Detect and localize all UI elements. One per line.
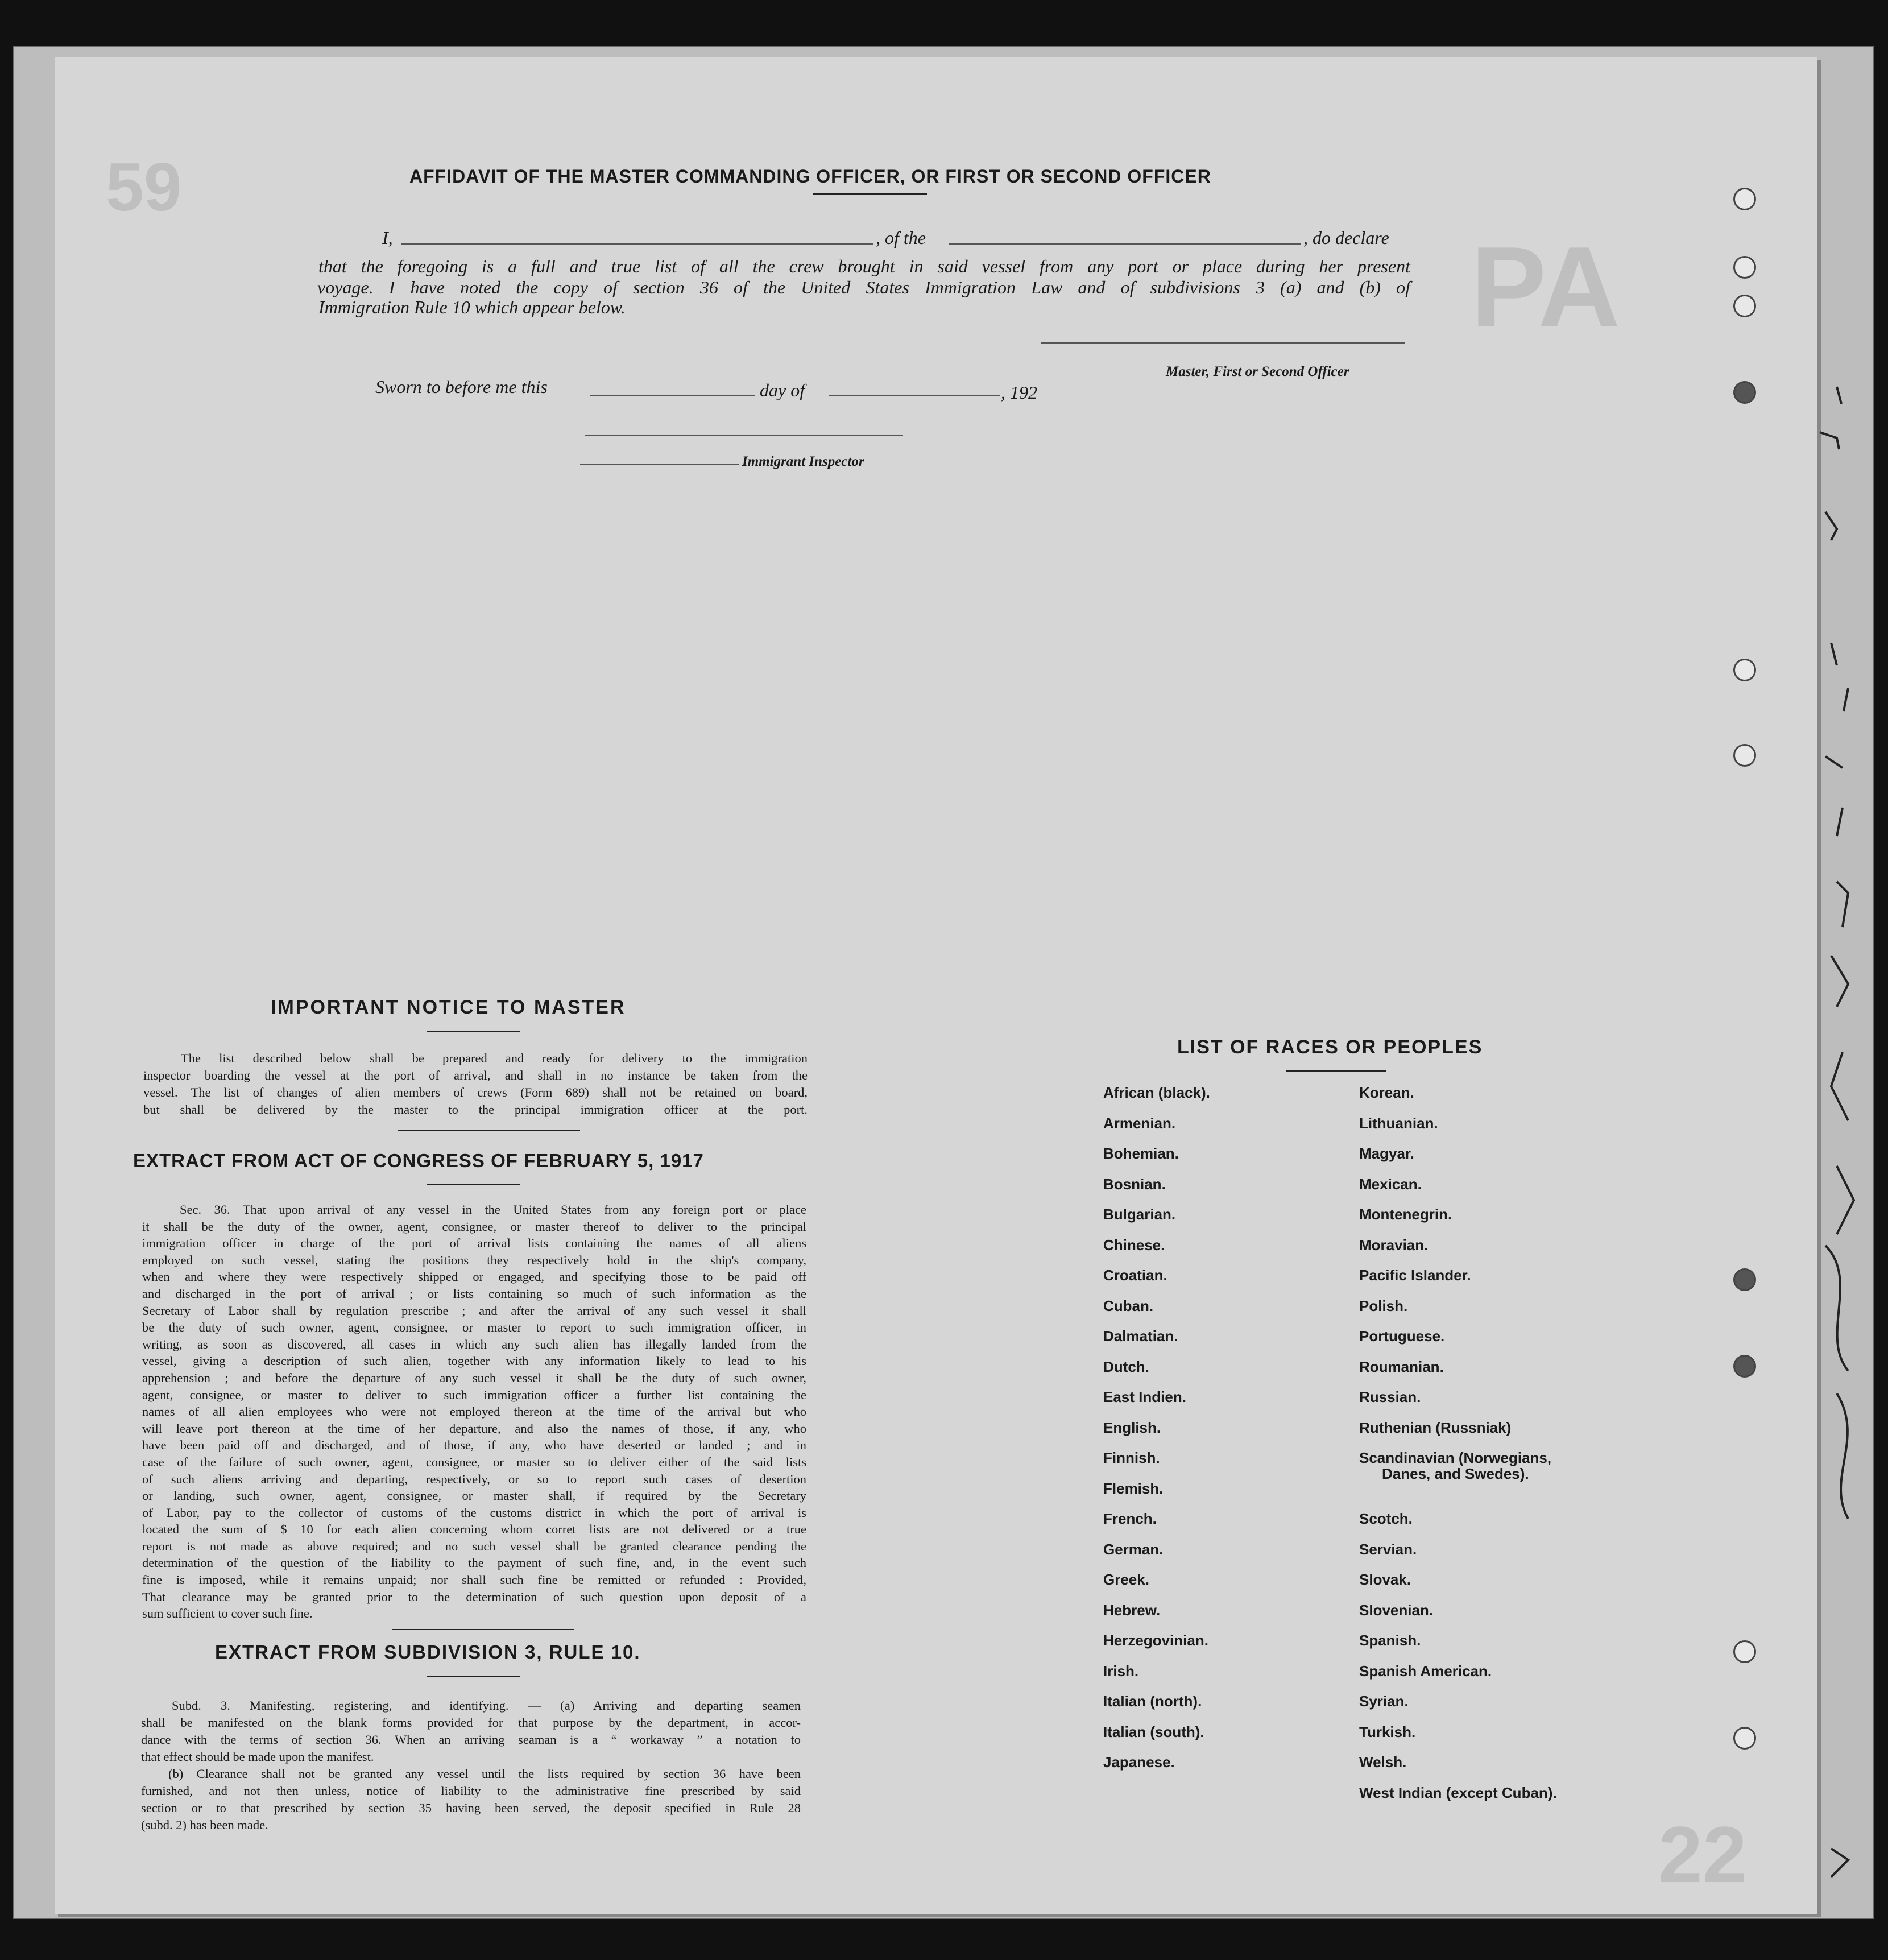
act-line: apprehension ; and before the departure of any such vessel it shall be the duty of such owner, <box>142 1370 806 1385</box>
rule-line: shall be manifested on the blank forms provided for that purpose by the department, in accor- <box>141 1715 801 1730</box>
punch-hole <box>1733 295 1756 317</box>
day-of-label: day of <box>760 380 805 400</box>
act-title: EXTRACT FROM ACT OF CONGRESS OF FEBRUARY 5, 1917 <box>133 1150 704 1171</box>
race-item: Croatian. <box>1103 1267 1167 1284</box>
race-item: Syrian. <box>1359 1693 1409 1710</box>
act-line: determination of the question of the liability to the payment of such fine, and, in the event such <box>142 1556 806 1570</box>
affidavit-line1-declare: , do declare <box>1303 228 1389 248</box>
act-line: fine is imposed, while it remains unpaid; nor shall such fine be remitted or refunded : Provided, <box>142 1573 806 1587</box>
race-item: Russian. <box>1359 1388 1421 1405</box>
sworn-month-blank <box>829 395 1000 396</box>
inspector-label: Immigrant Inspector <box>742 454 864 469</box>
race-item: Italian (north). <box>1103 1693 1202 1710</box>
race-item: African (black). <box>1103 1084 1210 1101</box>
act-line: or landing, such owner, agent, consignee, or master shall, if required by the Secretary <box>142 1488 806 1503</box>
race-item: Lithuanian. <box>1359 1114 1438 1132</box>
rule-line: that effect should be made upon the manifest. <box>141 1750 374 1764</box>
act-line: of such aliens arriving and departing, respectively, or so to report such cases of desertion <box>142 1471 806 1486</box>
race-item: Bosnian. <box>1103 1175 1166 1193</box>
race-item: Italian (south). <box>1103 1723 1204 1740</box>
affidavit-line3: voyage. I have noted the copy of section 36 of the United States Immigration Law and of subdivisions 3 (a) and (b) of <box>317 277 1410 297</box>
race-item: East Indien. <box>1103 1388 1186 1405</box>
act-line: That clearance may be granted prior to the determination of such question upon deposit of a <box>142 1589 806 1604</box>
races-rule <box>1286 1070 1386 1072</box>
notice-rule <box>427 1031 520 1032</box>
rule-line: dance with the terms of section 36. When an arriving seaman is a “ workaway ” a notation to <box>141 1732 801 1747</box>
bleed-through-mark: 22 <box>1658 1810 1747 1899</box>
notice-body <box>143 1050 808 1118</box>
race-item: Bulgarian. <box>1103 1206 1176 1223</box>
race-item: Roumanian. <box>1359 1358 1444 1375</box>
rule-line: section or to that prescribed by section 35 having been served, the deposit specified in Rule 28 <box>141 1801 801 1815</box>
notice-line: inspector boarding the vessel at the port of arrival, and shall in no instance be taken from the <box>143 1068 808 1082</box>
punch-hole <box>1733 1355 1756 1378</box>
race-item: Herzegovinian. <box>1103 1632 1208 1649</box>
races-left-column <box>1103 1078 1210 1778</box>
affidavit-line1-i: I, <box>382 228 393 248</box>
race-item: Portuguese. <box>1359 1328 1445 1345</box>
punch-hole <box>1733 659 1756 681</box>
bleed-through-mark: 59 <box>106 149 182 225</box>
race-item: German. <box>1103 1540 1164 1558</box>
race-item: Armenian. <box>1103 1114 1176 1132</box>
race-item: Spanish. <box>1359 1632 1421 1649</box>
act-line: Sec. 36. That upon arrival of any vessel in the United States from any foreign port or place <box>180 1202 806 1217</box>
affidavit-title: AFFIDAVIT OF THE MASTER COMMANDING OFFICER, OR FIRST OR SECOND OFFICER <box>409 166 1211 187</box>
act-line: agent, consignee, or master to deliver to such immigration officer a further list containing the <box>142 1387 806 1402</box>
race-item: Flemish. <box>1103 1479 1164 1497</box>
act-line: of Labor, pay to the collector of customs of the customs district in which the port of arrival is <box>142 1505 806 1520</box>
race-item: Hebrew. <box>1103 1601 1161 1619</box>
sworn-label: Sworn to before me this <box>375 377 548 397</box>
inspector-signature-line <box>585 435 903 436</box>
race-item: French. <box>1103 1510 1157 1527</box>
race-item: Montenegrin. <box>1359 1206 1452 1223</box>
vessel-blank-line <box>949 243 1301 245</box>
punch-hole <box>1733 1268 1756 1291</box>
race-item: Danes, and Swedes). <box>1382 1465 1529 1482</box>
section-divider <box>398 1130 580 1131</box>
act-line: it shall be the duty of the owner, agent, consignee, or master thereof to deliver to the principal <box>142 1219 806 1234</box>
act-line: case of the failure of such owner, agent, consignee, or master so to deliver either of the said lists <box>142 1454 806 1469</box>
act-line: names of all alien employees who were not employed thereon at the time of the arrival but who <box>142 1404 806 1419</box>
race-item: West Indian (except Cuban). <box>1359 1784 1557 1801</box>
rule-line: Subd. 3. Manifesting, registering, and identifying. — (a) Arriving and departing seamen <box>172 1698 801 1713</box>
act-rule <box>427 1184 520 1185</box>
year-label: , 192 <box>1001 382 1037 403</box>
rule-title-underline <box>427 1676 520 1677</box>
punch-hole <box>1733 188 1756 210</box>
race-item: Spanish American. <box>1359 1662 1492 1680</box>
race-item: Japanese. <box>1103 1754 1175 1771</box>
race-item: Turkish. <box>1359 1723 1416 1740</box>
rule-line: (b) Clearance shall not be granted any vessel until the lists required by section 36 have been <box>168 1767 801 1781</box>
race-item: Finnish. <box>1103 1449 1160 1466</box>
act-line: Secretary of Labor shall by regulation prescribe ; and after the arrival of any such vessel it shall <box>142 1303 806 1318</box>
race-item: Scandinavian (Norwegians, <box>1359 1449 1552 1466</box>
race-item: Bohemian. <box>1103 1145 1179 1162</box>
race-item: Chinese. <box>1103 1236 1165 1254</box>
race-item: Korean. <box>1359 1084 1414 1101</box>
affidavit-line1-of-the: , of the <box>876 228 926 248</box>
sworn-day-blank <box>590 395 755 396</box>
affidavit-line4: Immigration Rule 10 which appear below. <box>318 297 626 317</box>
race-item: Greek. <box>1103 1571 1149 1588</box>
race-item: Welsh. <box>1359 1754 1407 1771</box>
rule-body <box>141 1697 801 1834</box>
act-line: writing, as soon as discovered, all cases in which any such alien has illegally landed from the <box>142 1337 806 1351</box>
punch-hole <box>1733 256 1756 279</box>
act-line: sum sufficient to cover such fine. <box>142 1606 313 1621</box>
race-item: Pacific Islander. <box>1359 1267 1471 1284</box>
race-item: Cuban. <box>1103 1297 1154 1314</box>
race-item: Ruthenian (Russniak) <box>1359 1419 1512 1436</box>
name-blank-line <box>401 243 873 245</box>
punch-hole <box>1733 1727 1756 1750</box>
section-divider <box>392 1629 574 1630</box>
act-line: be the duty of such owner, agent, consignee, or master to report to such immigration officer, in <box>142 1320 806 1335</box>
rule-line: (subd. 2) has been made. <box>141 1818 268 1832</box>
race-item: Slovak. <box>1359 1571 1411 1588</box>
notice-title: IMPORTANT NOTICE TO MASTER <box>271 996 626 1018</box>
notice-line: but shall be delivered by the master to the principal immigration officer at the port. <box>143 1102 808 1117</box>
act-line: when and where they were respectively shipped or engaged, and specifying those to be paid off <box>142 1270 806 1284</box>
act-line: located the sum of $ 10 for each alien concerning whom corret lists are not delivered or a true <box>142 1522 806 1537</box>
race-item: Slovenian. <box>1359 1601 1434 1619</box>
punch-hole <box>1733 744 1756 767</box>
races-title: LIST OF RACES OR PEOPLES <box>1177 1036 1483 1058</box>
race-item: Dalmatian. <box>1103 1328 1178 1345</box>
act-line: and discharged in the port of arrival ; or lists containing so much of such information as the <box>142 1286 806 1301</box>
race-item: Irish. <box>1103 1662 1139 1680</box>
punch-hole <box>1733 381 1756 404</box>
bleed-through-mark: PA <box>1471 224 1620 350</box>
act-line: employed on such vessel, stating the positions they respectively hold in the ship's company, <box>142 1252 806 1267</box>
race-item: Magyar. <box>1359 1145 1414 1162</box>
race-item: Servian. <box>1359 1540 1417 1558</box>
act-line: will leave port thereon at the time of her departure, and also the names of those, if any, who <box>142 1421 806 1436</box>
notice-line: vessel. The list of changes of alien members of crews (Form 689) shall not be retained on board, <box>143 1085 808 1099</box>
affidavit-line2: that the foregoing is a full and true list of all the crew brought in said vessel from any port or place during her present <box>318 256 1410 276</box>
race-item: English. <box>1103 1419 1161 1436</box>
title-rule <box>813 193 927 195</box>
master-label: Master, First or Second Officer <box>1166 364 1349 379</box>
act-line: immigration officer in charge of the port of arrival lists containing the names of all aliens <box>142 1236 806 1251</box>
race-item: Polish. <box>1359 1297 1408 1314</box>
handwritten-margin-marks <box>1814 370 1871 1905</box>
race-item: Scotch. <box>1359 1510 1413 1527</box>
race-item: Moravian. <box>1359 1236 1429 1254</box>
punch-hole <box>1733 1640 1756 1663</box>
act-line: report is not made as above required; and no such vessel shall be granted clearance pending the <box>142 1539 806 1553</box>
notice-line: The list described below shall be prepared and ready for delivery to the immigration <box>181 1051 808 1065</box>
race-item: Dutch. <box>1103 1358 1149 1375</box>
rule-line: furnished, and not then unless, notice of liability to the administrative fine prescribed by said <box>141 1784 801 1798</box>
race-item: Mexican. <box>1359 1175 1422 1193</box>
master-signature-line <box>1041 342 1405 344</box>
act-body <box>142 1201 806 1622</box>
races-right-column <box>1359 1078 1557 1808</box>
act-line: vessel, giving a description of such alien, together with any information likely to lead to his <box>142 1354 806 1368</box>
inspector-signature-line-lower <box>580 464 739 465</box>
act-line: have been paid off and discharged, and of those, if any, who have deserted or landed ; and in <box>142 1438 806 1453</box>
rule-title: EXTRACT FROM SUBDIVISION 3, RULE 10. <box>215 1641 641 1663</box>
